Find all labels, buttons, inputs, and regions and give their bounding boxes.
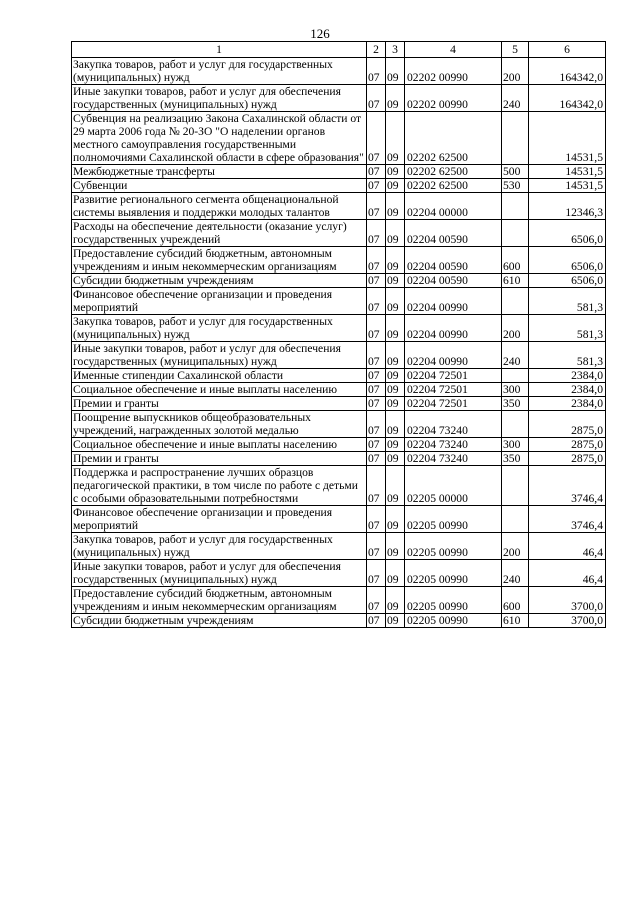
row-expense-type: 240 <box>502 342 529 369</box>
row-expense-type: 610 <box>502 614 529 628</box>
row-target-article: 02204 00990 <box>405 315 502 342</box>
row-amount: 581,3 <box>529 288 606 315</box>
row-amount: 14531,5 <box>529 179 606 193</box>
row-expense-type <box>502 466 529 506</box>
row-name: Финансовое обеспечение организации и проведения мероприятий <box>72 288 367 315</box>
table-row <box>72 452 606 466</box>
row-amount: 12346,3 <box>529 193 606 220</box>
row-name: Развитие регионального сегмента общенациональной системы выявления и поддержки молодых талантов <box>72 193 367 220</box>
row-amount: 164342,0 <box>529 85 606 112</box>
row-name: Межбюджетные трансферты <box>72 165 367 179</box>
row-target-article: 02204 72501 <box>405 397 502 411</box>
row-name: Закупка товаров, работ и услуг для государственных (муниципальных) нужд <box>72 533 367 560</box>
table-row <box>72 587 606 614</box>
header-col-4: 4 <box>405 42 502 58</box>
row-section: 07 <box>367 560 386 587</box>
row-target-article: 02205 00990 <box>405 614 502 628</box>
row-subsection: 09 <box>386 369 405 383</box>
row-amount: 164342,0 <box>529 58 606 85</box>
row-section: 07 <box>367 452 386 466</box>
row-section: 07 <box>367 587 386 614</box>
table-row <box>72 220 606 247</box>
row-amount: 14531,5 <box>529 165 606 179</box>
row-subsection: 09 <box>386 58 405 85</box>
row-amount: 581,3 <box>529 315 606 342</box>
row-name: Премии и гранты <box>72 397 367 411</box>
table-row <box>72 533 606 560</box>
row-amount: 6506,0 <box>529 247 606 274</box>
row-expense-type: 350 <box>502 452 529 466</box>
row-target-article: 02205 00990 <box>405 533 502 560</box>
row-subsection: 09 <box>386 560 405 587</box>
row-target-article: 02204 72501 <box>405 383 502 397</box>
header-col-6: 6 <box>529 42 606 58</box>
row-expense-type: 300 <box>502 438 529 452</box>
row-subsection: 09 <box>386 342 405 369</box>
row-section: 07 <box>367 369 386 383</box>
row-amount: 3700,0 <box>529 614 606 628</box>
table-row <box>72 506 606 533</box>
row-expense-type: 200 <box>502 315 529 342</box>
row-subsection: 09 <box>386 506 405 533</box>
table-row <box>72 438 606 452</box>
row-amount: 3700,0 <box>529 587 606 614</box>
table-row <box>72 274 606 288</box>
row-expense-type <box>502 411 529 438</box>
row-name: Расходы на обеспечение деятельности (оказание услуг) государственных учреждений <box>72 220 367 247</box>
row-expense-type: 610 <box>502 274 529 288</box>
row-subsection: 09 <box>386 397 405 411</box>
table-row <box>72 383 606 397</box>
row-name: Предоставление субсидий бюджетным, автономным учреждениям и иным некоммерческим организациям <box>72 587 367 614</box>
table-row <box>72 560 606 587</box>
row-target-article: 02202 62500 <box>405 165 502 179</box>
row-section: 07 <box>367 411 386 438</box>
row-target-article: 02202 62500 <box>405 179 502 193</box>
table-row <box>72 165 606 179</box>
row-amount: 3746,4 <box>529 466 606 506</box>
row-name: Субвенции <box>72 179 367 193</box>
row-amount: 6506,0 <box>529 220 606 247</box>
page-number: 126 <box>310 26 330 41</box>
table-row <box>72 112 606 165</box>
row-name: Поощрение выпускников общеобразовательных учреждений, награжденных золотой медалью <box>72 411 367 438</box>
row-expense-type <box>502 506 529 533</box>
row-amount: 3746,4 <box>529 506 606 533</box>
header-col-3: 3 <box>386 42 405 58</box>
row-subsection: 09 <box>386 614 405 628</box>
row-name: Предоставление субсидий бюджетным, автономным учреждениям и иным некоммерческим организациям <box>72 247 367 274</box>
row-section: 07 <box>367 533 386 560</box>
table-row <box>72 85 606 112</box>
row-name: Закупка товаров, работ и услуг для государственных (муниципальных) нужд <box>72 315 367 342</box>
row-expense-type: 600 <box>502 247 529 274</box>
row-expense-type: 530 <box>502 179 529 193</box>
row-target-article: 02205 00990 <box>405 506 502 533</box>
row-section: 07 <box>367 85 386 112</box>
row-subsection: 09 <box>386 288 405 315</box>
row-subsection: 09 <box>386 274 405 288</box>
row-section: 07 <box>367 220 386 247</box>
row-name: Поддержка и распространение лучших образцов педагогической практики, в том числе по работе с детьми с особыми образовательными потребностями <box>72 466 367 506</box>
row-target-article: 02204 00590 <box>405 247 502 274</box>
row-expense-type <box>502 193 529 220</box>
row-subsection: 09 <box>386 438 405 452</box>
budget-table <box>71 41 606 628</box>
row-target-article: 02205 00000 <box>405 466 502 506</box>
table-row <box>72 58 606 85</box>
row-expense-type: 240 <box>502 560 529 587</box>
row-subsection: 09 <box>386 466 405 506</box>
row-amount: 6506,0 <box>529 274 606 288</box>
table-row <box>72 193 606 220</box>
row-target-article: 02204 73240 <box>405 411 502 438</box>
row-section: 07 <box>367 288 386 315</box>
row-amount: 2384,0 <box>529 383 606 397</box>
row-subsection: 09 <box>386 112 405 165</box>
row-name: Закупка товаров, работ и услуг для государственных (муниципальных) нужд <box>72 58 367 85</box>
row-amount: 2384,0 <box>529 369 606 383</box>
row-target-article: 02204 00590 <box>405 274 502 288</box>
row-subsection: 09 <box>386 247 405 274</box>
row-target-article: 02202 00990 <box>405 85 502 112</box>
row-target-article: 02204 00000 <box>405 193 502 220</box>
row-section: 07 <box>367 247 386 274</box>
row-amount: 46,4 <box>529 560 606 587</box>
row-target-article: 02204 73240 <box>405 452 502 466</box>
row-name: Иные закупки товаров, работ и услуг для обеспечения государственных (муниципальных) нужд <box>72 560 367 587</box>
row-name: Премии и гранты <box>72 452 367 466</box>
row-expense-type <box>502 112 529 165</box>
row-section: 07 <box>367 274 386 288</box>
row-target-article: 02204 73240 <box>405 438 502 452</box>
row-name: Именные стипендии Сахалинской области <box>72 369 367 383</box>
row-name: Субсидии бюджетным учреждениям <box>72 614 367 628</box>
row-section: 07 <box>367 397 386 411</box>
row-amount: 2875,0 <box>529 411 606 438</box>
row-expense-type: 200 <box>502 533 529 560</box>
row-section: 07 <box>367 383 386 397</box>
table-row <box>72 411 606 438</box>
row-expense-type: 350 <box>502 397 529 411</box>
row-expense-type: 500 <box>502 165 529 179</box>
row-section: 07 <box>367 438 386 452</box>
row-expense-type: 300 <box>502 383 529 397</box>
row-target-article: 02204 00590 <box>405 220 502 247</box>
row-subsection: 09 <box>386 315 405 342</box>
row-name: Социальное обеспечение и иные выплаты населению <box>72 383 367 397</box>
row-amount: 2384,0 <box>529 397 606 411</box>
table-header-row <box>72 42 606 58</box>
row-section: 07 <box>367 112 386 165</box>
table-row <box>72 342 606 369</box>
header-col-5: 5 <box>502 42 529 58</box>
row-name: Иные закупки товаров, работ и услуг для обеспечения государственных (муниципальных) нужд <box>72 85 367 112</box>
row-subsection: 09 <box>386 587 405 614</box>
row-amount: 2875,0 <box>529 438 606 452</box>
table-row <box>72 247 606 274</box>
header-col-1: 1 <box>72 42 367 58</box>
row-amount: 14531,5 <box>529 112 606 165</box>
row-target-article: 02204 00990 <box>405 288 502 315</box>
row-expense-type <box>502 220 529 247</box>
row-expense-type: 240 <box>502 85 529 112</box>
row-section: 07 <box>367 315 386 342</box>
row-amount: 46,4 <box>529 533 606 560</box>
row-section: 07 <box>367 506 386 533</box>
row-expense-type <box>502 288 529 315</box>
row-subsection: 09 <box>386 85 405 112</box>
table-row <box>72 369 606 383</box>
row-subsection: 09 <box>386 165 405 179</box>
row-subsection: 09 <box>386 452 405 466</box>
row-name: Субсидии бюджетным учреждениям <box>72 274 367 288</box>
row-target-article: 02202 00990 <box>405 58 502 85</box>
row-section: 07 <box>367 165 386 179</box>
row-subsection: 09 <box>386 533 405 560</box>
table-row <box>72 315 606 342</box>
table-row <box>72 614 606 628</box>
row-section: 07 <box>367 466 386 506</box>
row-subsection: 09 <box>386 411 405 438</box>
row-name: Иные закупки товаров, работ и услуг для обеспечения государственных (муниципальных) нужд <box>72 342 367 369</box>
table-row <box>72 466 606 506</box>
row-section: 07 <box>367 179 386 193</box>
row-section: 07 <box>367 193 386 220</box>
table-row <box>72 397 606 411</box>
row-subsection: 09 <box>386 179 405 193</box>
row-target-article: 02205 00990 <box>405 560 502 587</box>
table-row <box>72 179 606 193</box>
table-row <box>72 288 606 315</box>
row-name: Социальное обеспечение и иные выплаты населению <box>72 438 367 452</box>
row-expense-type: 600 <box>502 587 529 614</box>
row-subsection: 09 <box>386 383 405 397</box>
row-expense-type <box>502 369 529 383</box>
row-section: 07 <box>367 342 386 369</box>
row-target-article: 02204 00990 <box>405 342 502 369</box>
row-target-article: 02204 72501 <box>405 369 502 383</box>
row-subsection: 09 <box>386 220 405 247</box>
row-subsection: 09 <box>386 193 405 220</box>
header-col-2: 2 <box>367 42 386 58</box>
row-amount: 581,3 <box>529 342 606 369</box>
row-target-article: 02205 00990 <box>405 587 502 614</box>
row-section: 07 <box>367 58 386 85</box>
row-name: Субвенция на реализацию Закона Сахалинской области от 29 марта 2006 года № 20-ЗО "О наделении органов местного самоуправления государственными полномочиями Сахалинской области в сфере образования" <box>72 112 367 165</box>
row-name: Финансовое обеспечение организации и проведения мероприятий <box>72 506 367 533</box>
row-expense-type: 200 <box>502 58 529 85</box>
row-section: 07 <box>367 614 386 628</box>
row-target-article: 02202 62500 <box>405 112 502 165</box>
row-amount: 2875,0 <box>529 452 606 466</box>
